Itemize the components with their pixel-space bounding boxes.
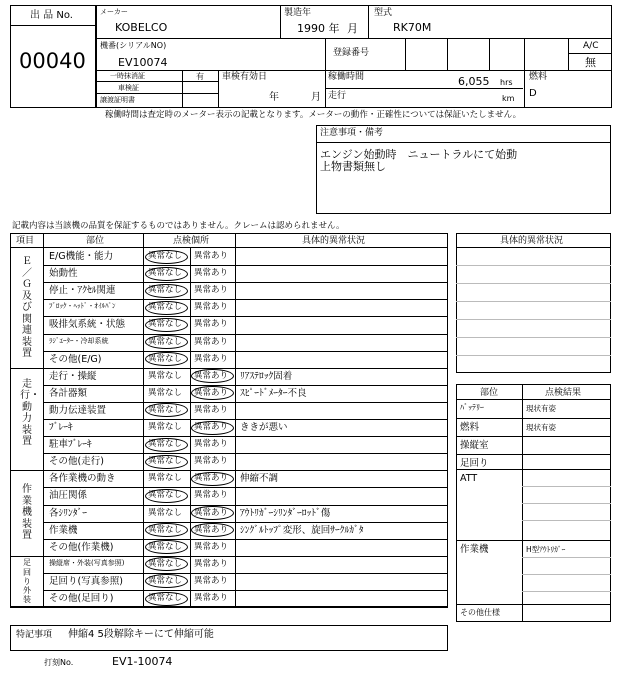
abnormal-option: 異常あり: [194, 490, 229, 501]
abnormal-option: 異常あり: [194, 473, 229, 484]
stamp-number-value: EV1-10074: [112, 655, 173, 668]
part-label: 動力伝達装置: [49, 404, 107, 416]
part-label: その他(E/G): [49, 353, 102, 365]
result-value: 現状有姿: [526, 423, 556, 432]
operating-hours-value: 6,055: [458, 75, 490, 88]
normal-circle-mark: [145, 250, 188, 264]
remarks-line-1: エンジン始動時 ニュートラルにて始動: [320, 148, 518, 161]
table-row: [43, 351, 448, 368]
normal-option: 異常なし: [148, 593, 183, 603]
table-row: [43, 487, 448, 504]
normal-option: 異常なし: [148, 268, 183, 279]
normal-option: 異常なし: [148, 473, 183, 484]
normal-option: 異常なし: [148, 490, 183, 501]
group-label: 走行・動力装置: [20, 378, 40, 448]
maker-label: メーカー: [100, 8, 128, 16]
col-detail-header: 具体的異常状況: [302, 236, 366, 246]
abnormal-option: 異常あり: [194, 575, 229, 586]
result-col-part: 部位: [480, 388, 499, 398]
table-row: [43, 436, 448, 453]
serial-label: 機番(シリアルNO): [100, 41, 167, 50]
col-item-header: 項目: [16, 236, 35, 246]
result-part: 作業機: [460, 544, 489, 555]
year-label: 製造年: [284, 8, 312, 18]
normal-circle-mark: [145, 455, 188, 469]
normal-circle-mark: [145, 284, 188, 298]
special-notes-label: 特記事項: [16, 630, 53, 640]
part-label: E/G機能・能力: [49, 251, 114, 262]
normal-option: 異常なし: [148, 575, 183, 586]
abnormal-option: 異常あり: [194, 268, 229, 279]
quality-disclaimer: 記載内容は当該機の品質を保証するものではありません。クレームは認められません。: [12, 221, 345, 231]
result-part: ATT: [460, 473, 478, 484]
abnormal-circle-mark: [191, 421, 234, 435]
result-col-result: 点検結果: [545, 388, 582, 398]
serial-value: EV10074: [118, 56, 168, 69]
normal-option: 異常なし: [148, 456, 183, 467]
col-part-header: 部位: [86, 236, 105, 246]
part-label: 走行・操縦: [49, 370, 97, 382]
group-label: 作業機装置: [22, 484, 32, 542]
part-label: その他(足回り): [49, 593, 114, 604]
part-label: 各作業機の動き: [49, 473, 116, 485]
hours-disclaimer: 稼働時間は査定時のメーター表示の記載となります。メーターの動作・正確性については保証いたしません。: [105, 110, 522, 120]
part-label: 停止・ｱｸｾﾙ関連: [49, 285, 116, 297]
special-notes-text: 伸縮4 5段解除キーにて伸縮可能: [68, 629, 214, 640]
part-label: ﾌﾞﾛｯｸ・ﾍｯﾄﾞ・ｵｲﾙﾊﾟﾝ: [49, 302, 116, 311]
normal-circle-mark: [145, 267, 188, 281]
part-label: 足回り(写真参照): [49, 575, 123, 587]
hours-unit: hrs: [500, 78, 513, 87]
normal-option: 異常なし: [148, 541, 183, 552]
lot-label: 出 品 No.: [30, 10, 73, 21]
ac-value: 無: [585, 56, 596, 69]
transfer-cert-label: 譲渡証明書: [100, 96, 135, 104]
normal-circle-mark: [145, 489, 188, 503]
fuel-label: 燃料: [529, 72, 548, 82]
abnormal-option: 異常あり: [194, 319, 229, 330]
detail-panel: [456, 233, 611, 373]
part-label: その他(作業機): [49, 541, 114, 553]
normal-option: 異常なし: [148, 336, 183, 347]
stamp-number-label: 打刻No.: [44, 658, 74, 667]
col-check-header: 点検個所: [173, 236, 210, 246]
normal-option: 異常なし: [148, 251, 183, 261]
abnormal-option: 異常あり: [194, 541, 229, 552]
abnormal-option: 異常あり: [194, 558, 229, 569]
normal-option: 異常なし: [148, 285, 183, 296]
result-part: 操縦室: [460, 440, 489, 451]
normal-circle-mark: [145, 438, 188, 452]
normal-circle-mark: [145, 318, 188, 332]
normal-option: 異常なし: [148, 558, 183, 569]
year-value: 1990 年: [297, 22, 340, 35]
result-part: 足回り: [460, 458, 489, 469]
normal-circle-mark: [145, 301, 188, 315]
part-label: 駐車ﾌﾞﾚｰｷ: [49, 439, 92, 451]
normal-option: 異常なし: [148, 319, 183, 330]
detail-panel-title: 具体的異常状況: [500, 236, 564, 246]
abnormal-option: 異常あり: [194, 404, 229, 415]
abnormal-option: 異常あり: [194, 302, 229, 313]
mileage-label: 走行: [328, 91, 347, 101]
km-unit: km: [502, 94, 515, 103]
abnormal-option: 異常あり: [194, 370, 229, 381]
inspection-date-label: 車検有効日: [222, 72, 268, 82]
normal-circle-mark: [145, 352, 188, 366]
abnormal-option: 異常あり: [194, 439, 229, 450]
normal-circle-mark: [145, 335, 188, 349]
month-suffix: 月: [347, 22, 358, 35]
result-value: H型ｱｳﾄﾘｶﾞｰ: [526, 545, 566, 554]
abnormal-option: 異常あり: [194, 507, 229, 518]
result-part: 燃料: [460, 422, 480, 433]
remarks-line-2: 上物書類無し: [320, 160, 386, 173]
temp-cancel-cert-value: 有: [196, 72, 204, 81]
abnormal-option: 異常あり: [194, 593, 229, 603]
ac-label: A/C: [583, 41, 599, 51]
normal-option: 異常なし: [148, 370, 183, 381]
part-label: その他(走行): [49, 456, 104, 468]
part-label: ﾗｼﾞｴｰﾀｰ・冷却系統: [49, 336, 109, 345]
part-label: 油圧関係: [49, 490, 88, 502]
remarks-title: 注意事項・備考: [320, 128, 384, 138]
group-label: Ｅ／Ｇ及び関連装置: [22, 256, 32, 360]
normal-option: 異常なし: [148, 387, 183, 398]
normal-option: 異常なし: [148, 439, 183, 450]
abnormal-option: 異常あり: [194, 387, 229, 398]
result-part: その他仕様: [460, 608, 500, 617]
table-row: [43, 265, 448, 282]
detail-text: ききが悪い: [240, 422, 288, 433]
abnormal-circle-mark: [191, 506, 234, 520]
abnormal-option: 異常あり: [194, 353, 229, 364]
temp-cancel-cert-label: 一時抹消証: [110, 72, 145, 80]
maker-value: KOBELCO: [115, 21, 168, 34]
result-part: ﾊﾞｯﾃﾘｰ: [460, 403, 484, 412]
inspection-year: 年: [269, 92, 279, 103]
normal-option: 異常なし: [148, 507, 183, 518]
part-label: 各ｼﾘﾝﾀﾞｰ: [49, 507, 88, 519]
result-value: 現状有姿: [526, 404, 556, 413]
abnormal-circle-mark: [191, 472, 234, 486]
abnormal-option: 異常あり: [194, 524, 229, 535]
part-label: 操縦席・外装(写真参照): [49, 558, 125, 567]
model-label: 型式: [374, 8, 393, 18]
detail-text: ｱｳﾄﾘｶﾞｰｼﾘﾝﾀﾞｰﾛｯﾄﾞ傷: [240, 507, 331, 519]
detail-text: ｽﾋﾟｰﾄﾞﾒｰﾀｰ不良: [240, 387, 307, 399]
part-label: ﾌﾞﾚｰｷ: [49, 422, 73, 433]
detail-text: 伸縮不調: [240, 473, 279, 485]
registration-label: 登録番号: [333, 48, 370, 58]
abnormal-circle-mark: [191, 523, 234, 537]
part-label: 作業機: [49, 524, 78, 536]
abnormal-option: 異常あり: [194, 456, 229, 467]
normal-option: 異常なし: [148, 404, 183, 415]
detail-text: ﾘｱｽﾃﾛｯｸ固着: [240, 370, 293, 382]
detail-text: ｼﾝｸﾞﾙﾄｯﾌﾟ変形、旋回ｻｰｸﾙｶﾞﾀ: [240, 524, 364, 536]
normal-option: 異常なし: [148, 422, 183, 432]
normal-circle-mark: [145, 592, 188, 606]
normal-circle-mark: [145, 523, 188, 537]
inspection-month: 月: [311, 92, 321, 103]
group-label: 足回り外装: [23, 558, 31, 605]
lot-number: 00040: [19, 49, 86, 73]
abnormal-option: 異常あり: [194, 336, 229, 347]
fuel-value: D: [529, 88, 537, 99]
abnormal-option: 異常あり: [194, 285, 229, 296]
part-label: 各計器類: [49, 387, 88, 399]
normal-option: 異常なし: [148, 353, 183, 364]
part-label: 吸排気系統・状態: [49, 319, 126, 331]
normal-option: 異常なし: [148, 302, 183, 313]
normal-option: 異常なし: [148, 524, 183, 535]
vehicle-cert-label: 車検証: [118, 84, 139, 92]
abnormal-option: 異常あり: [194, 422, 229, 432]
part-label: 始動性: [49, 268, 78, 280]
abnormal-option: 異常あり: [194, 251, 229, 261]
model-value: RK70M: [393, 21, 432, 34]
operating-hours-label: 稼働時間: [328, 72, 365, 82]
